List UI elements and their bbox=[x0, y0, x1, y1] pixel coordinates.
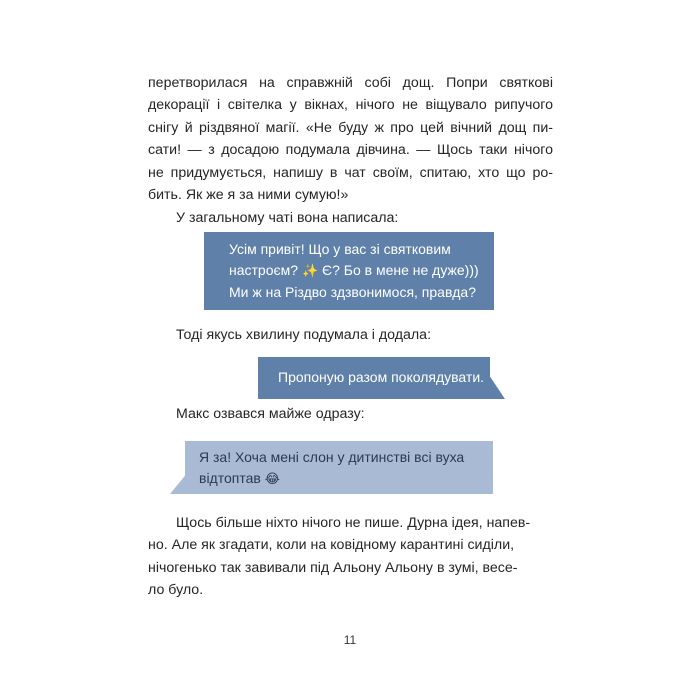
message-text: відтоптав bbox=[199, 470, 261, 486]
message-line bbox=[229, 260, 482, 282]
page-number: 11 bbox=[343, 633, 357, 647]
text-line: не придумується, напишу в чат своїм, спитаю, хто що ро- bbox=[148, 164, 553, 181]
text-line: нічогенько так завивали під Альону Альону в зумі, весе- bbox=[148, 559, 518, 576]
text-line: декорації і світелка у вікнах, нічого не віщувало рипучого bbox=[148, 97, 553, 114]
chat-message-bubble bbox=[185, 441, 493, 494]
message-line: Пропоную разом поколядувати. bbox=[278, 369, 485, 385]
message-text: настроєм? bbox=[229, 262, 299, 278]
text-line: перетворилася на справжній собі дощ. Попри святкові bbox=[148, 75, 553, 91]
text-line: Щось більше ніхто нічого не пише. Дурна ідея, напев- bbox=[176, 515, 531, 531]
text-line: ло було. bbox=[148, 582, 204, 599]
message-line: Усім привіт! Що у вас зі святковим bbox=[229, 241, 451, 257]
text-line: снігу й різдвяної магії. «Не буду ж про цей вічний дощ пи- bbox=[148, 119, 553, 136]
text-line: бить. Як же я за ними сумую!» bbox=[148, 187, 349, 204]
paragraph-closing bbox=[148, 512, 553, 602]
sparkles-icon: ✨ bbox=[301, 264, 319, 279]
message-text: Є? Бо в мене не дуже))) bbox=[322, 262, 479, 278]
paragraph-added: Тоді якусь хвилину подумала і додала: bbox=[176, 327, 432, 343]
message-bubble-tail bbox=[489, 375, 505, 399]
text-line: но. Але як згадати, коли на ковідному карантині сиділи, bbox=[148, 537, 515, 554]
text-line: сати! — з досадою подумала дівчина. — Щось таки нічого bbox=[148, 142, 553, 159]
message-line: Ми ж на Різдво здзвонимося, правда? bbox=[229, 284, 476, 300]
paragraph-opening bbox=[148, 72, 553, 206]
message-line bbox=[199, 468, 481, 490]
paragraph-max-reply: Макс озвався майже одразу: bbox=[176, 406, 365, 422]
chat-message-bubble bbox=[204, 232, 494, 310]
chat-message-bubble bbox=[258, 357, 490, 399]
paragraph-chat-intro: У загальному чаті вона написала: bbox=[176, 210, 399, 226]
laughing-face-icon: 😂 bbox=[264, 472, 280, 487]
message-line: Я за! Хоча мені слон у дитинстві всі вуха bbox=[199, 449, 465, 465]
